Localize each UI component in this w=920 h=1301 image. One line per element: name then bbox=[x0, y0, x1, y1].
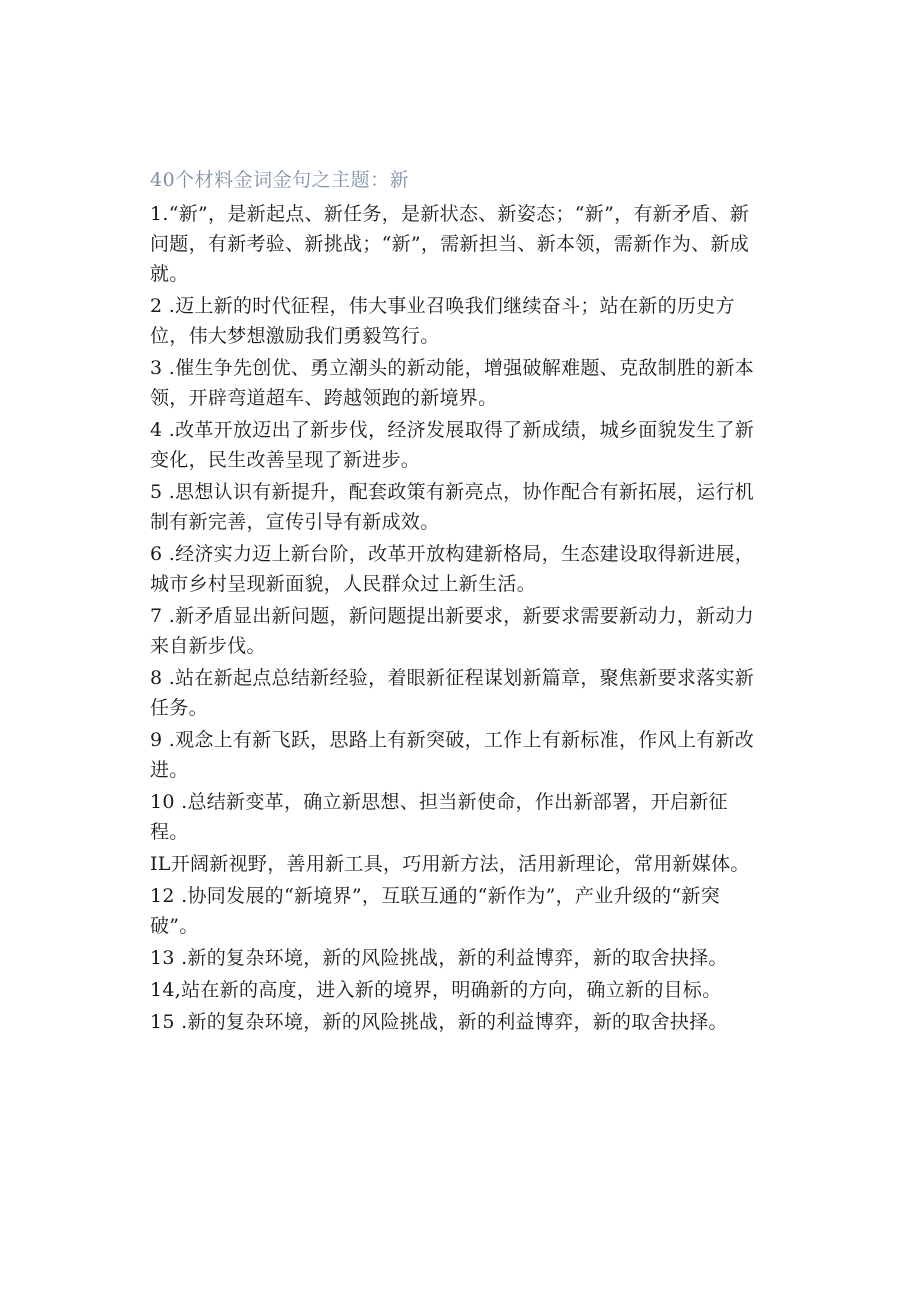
list-item bbox=[150, 601, 762, 661]
item-text: 5 .思想认识有新提升，配套政策有新亮点，协作配合有新拓展，运行机制有新完善，宣传引导有新成效。 bbox=[150, 481, 755, 533]
item-text: 8 .站在新起点总结新经验，着眼新征程谋划新篇章，聚焦新要求落实新任务。 bbox=[150, 667, 755, 719]
list-item bbox=[150, 291, 762, 351]
list-item bbox=[150, 1007, 762, 1037]
item-text: 15 .新的复杂环境，新的风险挑战，新的利益博弈，新的取舍抉择。 bbox=[150, 1011, 728, 1033]
item-text: 12 .协同发展的“新境界”，互联互通的“新作为”，产业升级的“新突破”。 bbox=[150, 885, 721, 937]
list-item bbox=[150, 353, 762, 413]
item-text: IL开阔新视野，善用新工具，巧用新方法，活用新理论，常用新媒体。 bbox=[150, 853, 750, 875]
list-item bbox=[150, 849, 762, 879]
item-text: 1.“新”，是新起点、新任务，是新状态、新姿态；“新”，有新矛盾、新问题，有新考验、新挑战；“新”，需新担当、新本领，需新作为、新成就。 bbox=[150, 203, 750, 285]
item-text: 10 .总结新变革，确立新思想、担当新使命，作出新部署，开启新征程。 bbox=[150, 791, 728, 843]
list-item bbox=[150, 477, 762, 537]
list-item bbox=[150, 975, 762, 1005]
list-item bbox=[150, 415, 762, 475]
list-item bbox=[150, 539, 762, 599]
document-page bbox=[150, 167, 762, 1039]
item-text: 9 .观念上有新飞跃，思路上有新突破，工作上有新标准，作风上有新改进。 bbox=[150, 729, 755, 781]
item-text: 7 .新矛盾显出新问题，新问题提出新要求，新要求需要新动力，新动力来自新步伐。 bbox=[150, 605, 755, 657]
list-item bbox=[150, 881, 762, 941]
list-item bbox=[150, 943, 762, 973]
document-title: 40个材料金词金句之主题：新 bbox=[150, 169, 410, 191]
list-item bbox=[150, 725, 762, 785]
item-list bbox=[150, 199, 762, 1037]
list-item bbox=[150, 663, 762, 723]
list-item bbox=[150, 787, 762, 847]
item-text: 4 .改革开放迈出了新步伐，经济发展取得了新成绩，城乡面貌发生了新变化，民生改善呈现了新进步。 bbox=[150, 419, 755, 471]
item-text: 14,站在新的高度，进入新的境界，明确新的方向，确立新的目标。 bbox=[150, 979, 722, 1001]
item-text: 6 .经济实力迈上新台阶，改革开放构建新格局，生态建设取得新进展，城市乡村呈现新面貌，人民群众过上新生活。 bbox=[150, 543, 755, 595]
item-text: 3 .催生争先创优、勇立潮头的新动能，增强破解难题、克敌制胜的新本领，开辟弯道超车、跨越领跑的新境界。 bbox=[150, 357, 755, 409]
item-text: 13 .新的复杂环境，新的风险挑战，新的利益博弈，新的取舍抉择。 bbox=[150, 947, 728, 969]
list-item bbox=[150, 199, 762, 289]
item-text: 2 .迈上新的时代征程，伟大事业召唤我们继续奋斗；站在新的历史方位，伟大梦想激励我们勇毅笃行。 bbox=[150, 295, 735, 347]
